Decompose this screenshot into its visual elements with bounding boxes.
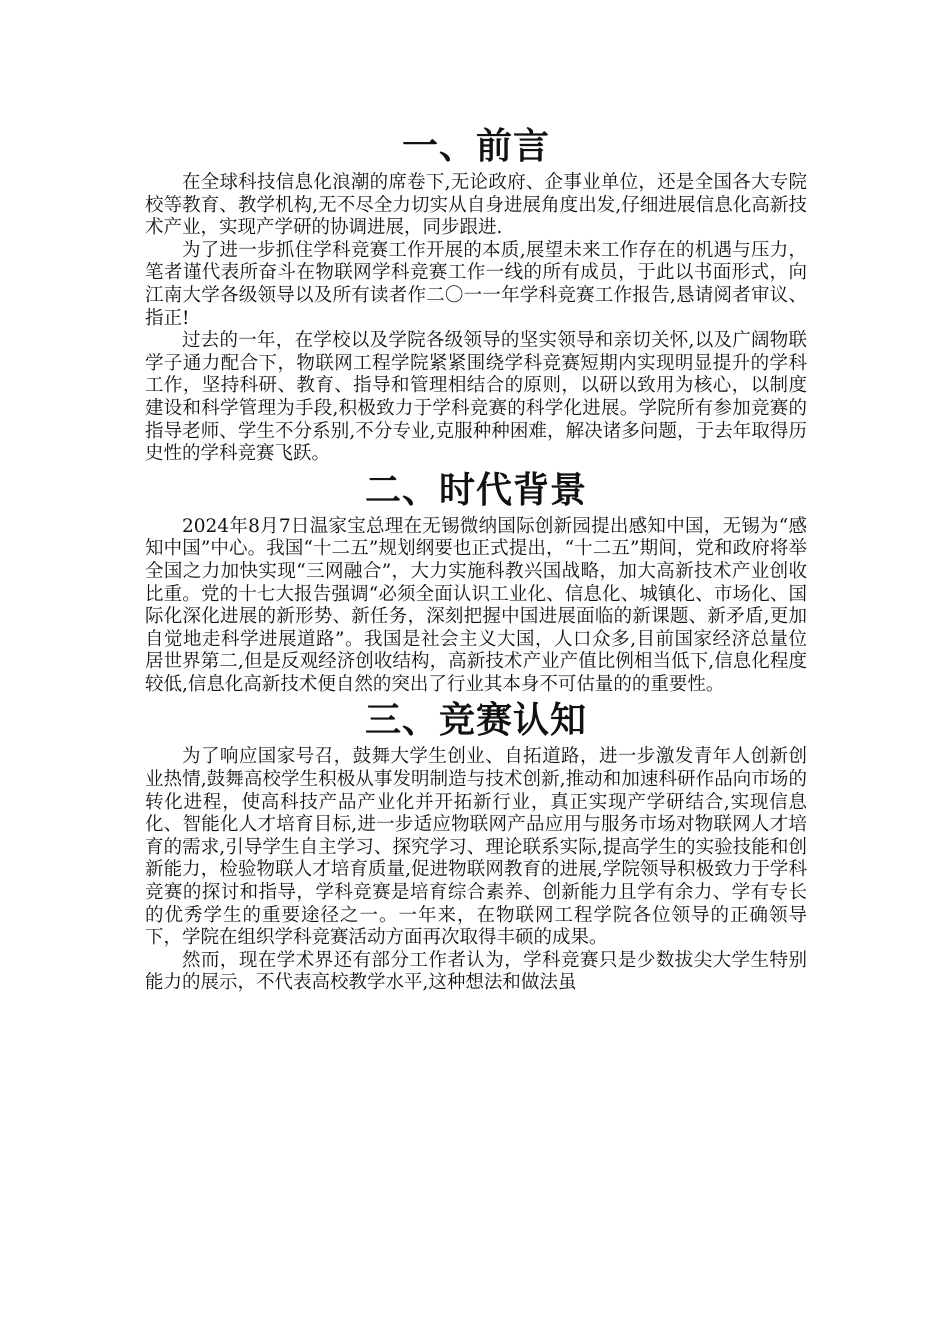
paragraph: 过去的一年，在学校以及学院各级领导的坚实领导和亲切关怀,以及广阔物联学子通力配合下，物联网工程学院紧紧围绕学科竞赛短期内实现明显提升的学科工作，坚持科研、教育、指导和管理相结合的原则，以研以致用为核心，以制度建设和科学管理为手段,积极致力于学科竞赛的科学化进展。学院所有参加竞赛的指导老师、学生不分系别,不分专业,克服种种困难，解决诸多问题，于去年取得历史性的学科竞赛飞跃。 (145, 330, 807, 465)
paragraph: 然而，现在学术界还有部分工作者认为，学科竞赛只是少数拔尖大学生特别能力的展示，不代表高校教学水平,这种想法和做法虽 (145, 949, 807, 994)
section-background (145, 466, 807, 697)
section-title-background: 二、时代背景 (364, 469, 587, 511)
document-page (145, 122, 807, 995)
paragraph: 2024年8月7日温家宝总理在无锡微纳国际创新园提出感知中国，无锡为“感知中国”中心。我国“十二五”规划纲要也正式提出，“十二五”期间，党和政府将举全国之力加快实现“三网融合”，大力实施科教兴国战略，加大高新技术产业创收比重。党的十七大报告强调“必须全面认识工业化、信息化、城镇化、市场化、国际化深化进展的新形势、新任务，深刻把握中国进展面临的新课题、新矛盾,更加自觉地走科学进展道路”。我国是社会主义大国，人口众多,目前国家经济总量位居世界第二,但是反观经济创收结构，高新技术产业产值比例相当低下,信息化程度较低,信息化高新技术便自然的突出了行业其本身不可估量的的重要性。 (145, 515, 807, 695)
section-competition (145, 696, 807, 995)
section-title-competition: 三、竞赛认知 (364, 700, 587, 742)
paragraph: 为了进一步抓住学科竞赛工作开展的本质,展望未来工作存在的机遇与压力，笔者谨代表所奋斗在物联网学科竞赛工作一线的所有成员，于此以书面形式，向江南大学各级领导以及所有读者作二〇一一年学科竞赛工作报告,恳请阅者审议、指正! (145, 239, 807, 329)
paragraph: 在全球科技信息化浪潮的席卷下,无论政府、企事业单位，还是全国各大专院校等教育、教学机构,无不尽全力切实从自身进展角度出发,仔细进展信息化高新技术产业，实现产学研的协调进展，同步跟进. (145, 172, 807, 239)
section-title-preface: 一、前言 (401, 126, 550, 167)
paragraph: 为了响应国家号召，鼓舞大学生创业、自拓道路，进一步激发青年人创新创业热情,鼓舞高校学生积极从事发明制造与技术创新,推动和加速科研作品向市场的转化进程，使高科技产品产业化并开拓新行业，真正实现产学研结合,实现信息化、智能化人才培育目标,进一步适应物联网产品应用与服务市场对物联网人才培育的需求,引导学生自主学习、探究学习、理论联系实际,提高学生的实验技能和创新能力，检验物联人才培育质量,促进物联网教育的进展,学院领导积极致力于学科竞赛的探讨和指导，学科竞赛是培育综合素养、创新能力且学有余力、学有专长的优秀学生的重要途径之一。一年来，在物联网工程学院各位领导的正确领导下，学院在组织学科竞赛活动方面再次取得丰硕的成果。 (145, 746, 807, 949)
section-preface (145, 122, 807, 466)
